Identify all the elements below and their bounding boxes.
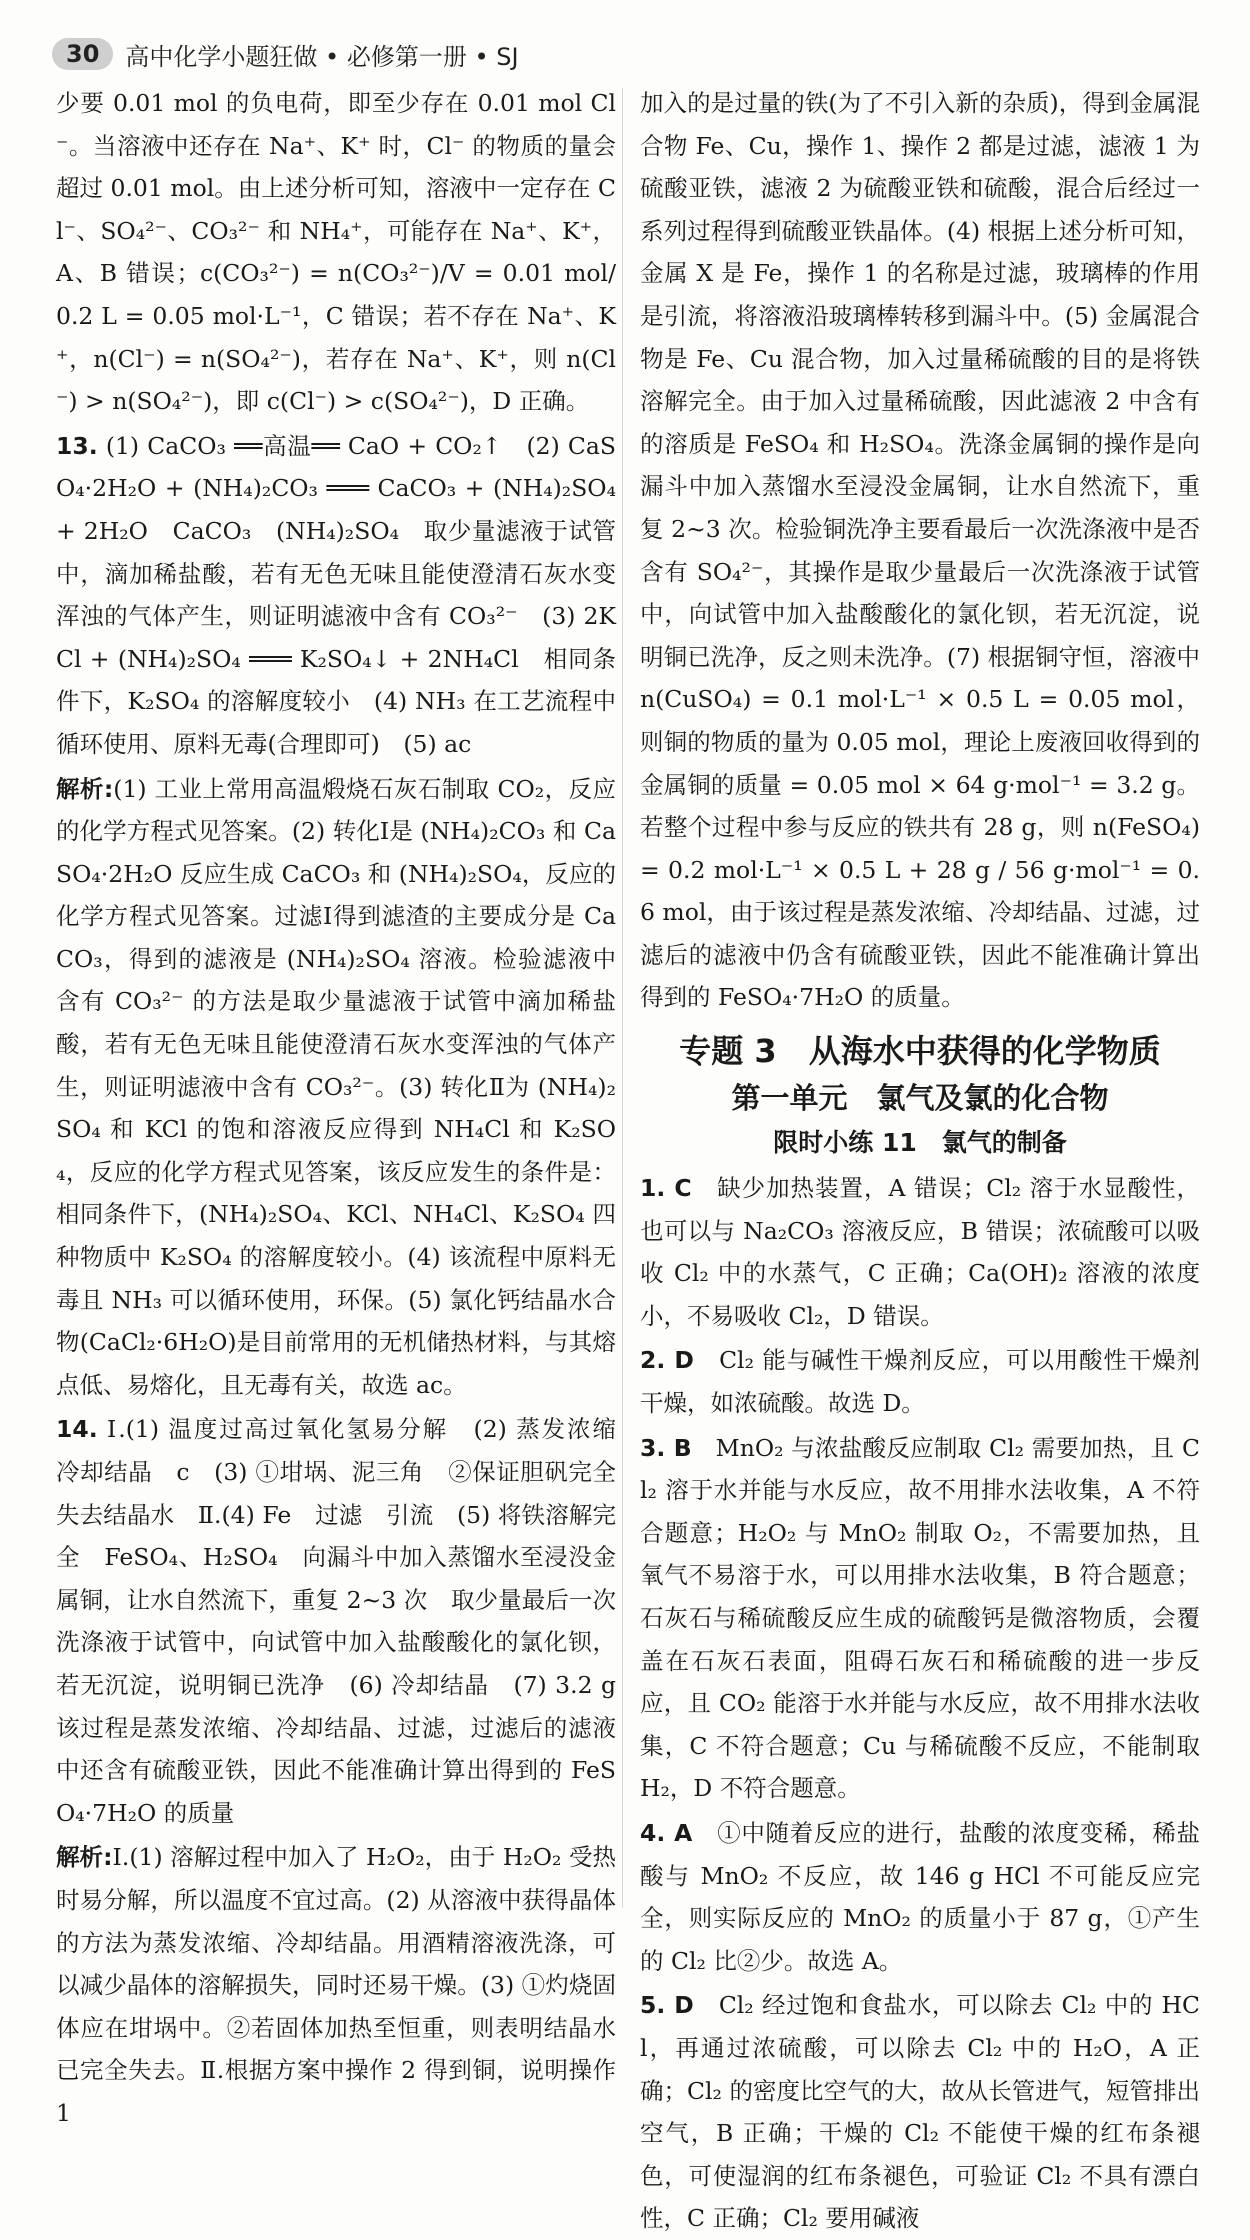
book-title: 高中化学小题狂做 • 必修第一册 • SJ <box>125 42 519 71</box>
page-number: 30 <box>52 38 113 70</box>
page-header <box>52 32 519 76</box>
right-column <box>640 82 1201 2233</box>
analysis-14: 解析:Ⅰ.(1) 溶解过程中加入了 H₂O₂，由于 H₂O₂ 受热时易分解，所以温度不宜过高。(2) 从溶液中获得晶体的方法为蒸发浓缩、冷却结晶。用酒精溶液洗涤，可以减少晶体的溶解损失，同时还易干燥。(3) ①灼烧固体应在坩埚中。②若固体加热至恒重，则表明结晶水已完全失去。Ⅱ.根据方案中操作 2 得到铜，说明操作 1 <box>56 1843 616 2127</box>
answer-13: 13. (1) CaCO₃ ══高温══ CaO + CO₂↑ (2) CaSO₄·2H₂O + (NH₄)₂CO₃ ═══ CaCO₃ + (NH₄)₂SO₄ + 2H₂O CaCO₃ (NH₄)₂SO₄ 取少量滤液于试管中，滴加稀盐酸，若有无色无味且能使澄清石灰水变浑浊的气体产生，则证明滤液中含有 CO₃²⁻ (3) 2KCl + (NH₄)₂SO₄ ═══ K₂SO₄↓ + 2NH₄Cl 相同条件下，K₂SO₄ 的溶解度较小 (4) NH₃ 在工艺流程中循环使用、原料无毒(合理即可) (5) ac <box>56 431 616 758</box>
answer-1: 1. C 缺少加热装置，A 错误；Cl₂ 溶于水显酸性，也可以与 Na₂CO₃ 溶液反应，B 错误；浓硫酸可以吸收 Cl₂ 中的水蒸气，C 正确；Ca(OH)₂ 溶液的浓度小，不易吸收 Cl₂，D 错误。 <box>640 1174 1201 1330</box>
topic-heading: 专题 3 从海水中获得的化学物质 <box>679 1032 1161 1071</box>
paragraph: 加入的是过量的铁(为了不引入新的杂质)，得到金属混合物 Fe、Cu，操作 1、操作 2 都是过滤，滤液 1 为硫酸亚铁，滤液 2 为硫酸亚铁和硫酸，混合后经过一系列过程得到硫酸亚铁晶体。(4) 根据上述分析可知，金属 X 是 Fe，操作 1 的名称是过滤，玻璃棒的作用是引流，将溶液沿玻璃棒转移到漏斗中。(5) 金属混合物是 Fe、Cu 混合物，加入过量稀硫酸的目的是将铁溶解完全。由于加入过量稀硫酸，因此滤液 2 中含有的溶质是 FeSO₄ 和 H₂SO₄。洗涤金属铜的操作是向漏斗中加入蒸馏水至浸没金属铜，让水自然流下，重复 2~3 次。检验铜洗净主要看最后一次洗涤液中是否含有 SO₄²⁻，其操作是取少量最后一次洗涤液于试管中，向试管中加入盐酸酸化的氯化钡，若无沉淀，说明铜已洗净，反之则未洗净。(7) 根据铜守恒，溶液中 n(CuSO₄) = 0.1 mol·L⁻¹ × 0.5 L = 0.05 mol，则铜的物质的量为 0.05 mol，理论上废液回收得到的金属铜的质量 = 0.05 mol × 64 g·mol⁻¹ = 3.2 g。若整个过程中参与反应的铁共有 28 g，则 n(FeSO₄) = 0.2 mol·L⁻¹ × 0.5 L + 28 g / 56 g·mol⁻¹ = 0.6 mol，由于该过程是蒸发浓缩、冷却结晶、过滤，过滤后的滤液中仍含有硫酸亚铁，因此不能准确计算出得到的 FeSO₄·7H₂O 的质量。 <box>640 89 1200 1012</box>
lesson-heading: 限时小练 11 氯气的制备 <box>773 1128 1067 1158</box>
answer-3: 3. B MnO₂ 与浓盐酸反应制取 Cl₂ 需要加热，且 Cl₂ 溶于水并能与水反应，故不用排水法收集，A 不符合题意；H₂O₂ 与 MnO₂ 制取 O₂，不需要加热，且氧气不易溶于水，可以用排水法收集，B 符合题意；石灰石与稀硫酸反应生成的硫酸钙是微溶物质，会覆盖在石灰石表面，阻碍石灰石和稀硫酸的进一步反应，且 CO₂ 能溶于水并能与水反应，故不用排水法收集，C 不符合题意；Cu 与稀硫酸不反应，不能制取 H₂，D 不符合题意。 <box>640 1433 1201 1803</box>
paragraph: 少要 0.01 mol 的负电荷，即至少存在 0.01 mol Cl⁻。当溶液中还存在 Na⁺、K⁺ 时，Cl⁻ 的物质的量会超过 0.01 mol。由上述分析可知，溶液中一定存在 Cl⁻、SO₄²⁻、CO₃²⁻ 和 NH₄⁺，可能存在 Na⁺、K⁺，A、B 错误；c(CO₃²⁻) = n(CO₃²⁻)/V = 0.01 mol/0.2 L = 0.05 mol·L⁻¹，C 错误；若不存在 Na⁺、K⁺，n(Cl⁻) = n(SO₄²⁻)，若存在 Na⁺、K⁺，则 n(Cl⁻) > n(SO₄²⁻)，即 c(Cl⁻) > c(SO₄²⁻)，D 正确。 <box>56 89 616 416</box>
answer-14: 14. Ⅰ.(1) 温度过高过氧化氢易分解 (2) 蒸发浓缩 冷却结晶 c (3) ①坩埚、泥三角 ②保证胆矾完全失去结晶水 Ⅱ.(4) Fe 过滤 引流 (5) 将铁溶解完全 FeSO₄、H₂SO₄ 向漏斗中加入蒸馏水至浸没金属铜，让水自然流下，重复 2~3 次 取少量最后一次洗涤液于试管中，向试管中加入盐酸酸化的氯化钡，若无沉淀，说明铜已洗净 (6) 冷却结晶 (7) 3.2 g 该过程是蒸发浓缩、冷却结晶、过滤，过滤后的滤液中还含有硫酸亚铁，因此不能准确计算出得到的 FeSO₄·7H₂O 的质量 <box>56 1415 640 1827</box>
answer-2: 2. D Cl₂ 能与碱性干燥剂反应，可以用酸性干燥剂干燥，如浓硫酸。故选 D。 <box>640 1346 1201 1418</box>
unit-heading: 第一单元 氯气及氯的化合物 <box>731 1081 1109 1116</box>
left-column <box>56 82 640 2127</box>
column-divider <box>622 88 623 1908</box>
analysis-13: 解析:(1) 工业上常用高温煅烧石灰石制取 CO₂，反应的化学方程式见答案。(2) 转化Ⅰ是 (NH₄)₂CO₃ 和 CaSO₄·2H₂O 反应生成 CaCO₃ 和 (NH₄)₂SO₄，反应的化学方程式见答案。过滤Ⅰ得到滤渣的主要成分是 CaCO₃，得到的滤液是 (NH₄)₂SO₄ 溶液。检验滤液中含有 CO₃²⁻ 的方法是取少量滤液于试管中滴加稀盐酸，若有无色无味且能使澄清石灰水变浑浊的气体产生，则证明滤液中含有 CO₃²⁻。(3) 转化Ⅱ为 (NH₄)₂SO₄ 和 KCl 的饱和溶液反应得到 NH₄Cl 和 K₂SO₄，反应的化学方程式见答案，该反应发生的条件是：相同条件下，(NH₄)₂SO₄、KCl、NH₄Cl、K₂SO₄ 四种物质中 K₂SO₄ 的溶解度较小。(4) 该流程中原料无毒且 NH₃ 可以循环使用，环保。(5) 氯化钙结晶水合物(CaCl₂·6H₂O)是目前常用的无机储热材料，与其熔点低、易熔化，且无毒有关，故选 ac。 <box>56 774 616 1399</box>
answer-5: 5. D Cl₂ 经过饱和食盐水，可以除去 Cl₂ 中的 HCl，再通过浓硫酸，可以除去 Cl₂ 中的 H₂O，A 正确；Cl₂ 的密度比空气的大，故从长管进气，短管排出空气，B 正确；干燥的 Cl₂ 不能使干燥的红布条褪色，可使湿润的红布条褪色，可验证 Cl₂ 不具有漂白性，C 正确；Cl₂ 要用碱液 <box>640 1991 1200 2233</box>
answer-4: 4. A ①中随着反应的进行，盐酸的浓度变稀，稀盐酸与 MnO₂ 不反应，故 146 g HCl 不可能反应完全，则实际反应的 MnO₂ 的质量小于 87 g，①产生的 Cl₂ 比②少。故选 A。 <box>640 1818 1201 1975</box>
